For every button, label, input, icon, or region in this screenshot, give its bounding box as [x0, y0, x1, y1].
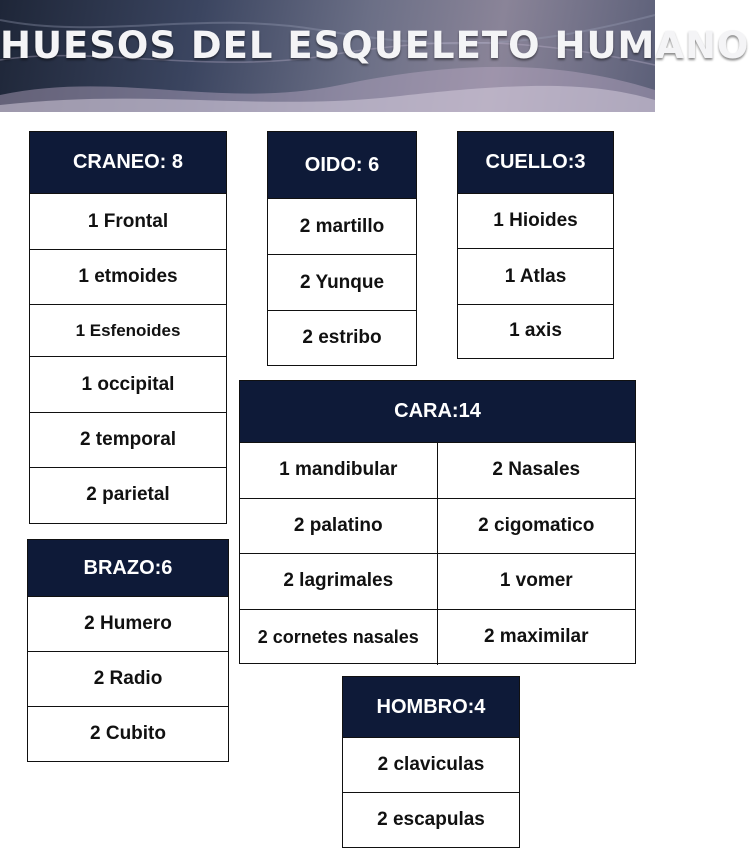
- brazo-item: 2 Cubito: [90, 722, 166, 744]
- cara-item: 2 Nasales: [438, 443, 636, 499]
- cara-item: 2 cigomatico: [438, 499, 636, 555]
- hombro-item: 2 claviculas: [343, 738, 519, 793]
- cara-grid: [240, 443, 635, 665]
- cara-item: 2 lagrimales: [240, 554, 438, 610]
- brazo-item: 2 Humero: [28, 597, 228, 652]
- brazo-item: 2 Radio: [28, 652, 228, 707]
- oido-table: [267, 131, 417, 366]
- brazo-table: [27, 539, 229, 762]
- hombro-table: [342, 676, 520, 848]
- cara-item: 2 maximilar: [483, 626, 589, 648]
- craneo-table: [29, 131, 227, 524]
- oido-header: OIDO: 6: [268, 132, 416, 199]
- cuello-header: CUELLO:3: [458, 132, 613, 194]
- cuello-item: 1 axis: [509, 320, 562, 341]
- page-title: HUESOS DEL ESQUELETO HUMANO: [0, 24, 749, 67]
- title-banner: [0, 0, 749, 112]
- hombro-header: HOMBRO:4: [343, 677, 519, 738]
- craneo-header: CRANEO: 8: [30, 132, 226, 194]
- cuello-table: [457, 131, 614, 359]
- craneo-item: 1 Frontal: [30, 194, 226, 250]
- brazo-header: BRAZO:6: [28, 540, 228, 597]
- craneo-item: 2 temporal: [30, 413, 226, 468]
- oido-item: 2 estribo: [302, 326, 382, 348]
- craneo-item: 2 parietal: [86, 484, 170, 505]
- cara-header: CARA:14: [240, 381, 635, 443]
- cara-item: 2 cornetes nasales: [240, 610, 438, 666]
- cuello-item: 1 Atlas: [458, 249, 613, 305]
- craneo-item: 1 Esfenoides: [30, 305, 226, 357]
- oido-item: 2 Yunque: [268, 255, 416, 311]
- cara-item: 1 vomer: [438, 554, 636, 610]
- cara-item: 2 palatino: [240, 499, 438, 555]
- cara-item: 1 mandibular: [240, 443, 438, 499]
- craneo-item: 1 etmoides: [30, 250, 226, 305]
- oido-item: 2 martillo: [268, 199, 416, 255]
- craneo-item: 1 occipital: [30, 357, 226, 413]
- cuello-item: 1 Hioides: [458, 194, 613, 249]
- cara-table: [239, 380, 636, 664]
- hombro-item: 2 escapulas: [377, 808, 485, 830]
